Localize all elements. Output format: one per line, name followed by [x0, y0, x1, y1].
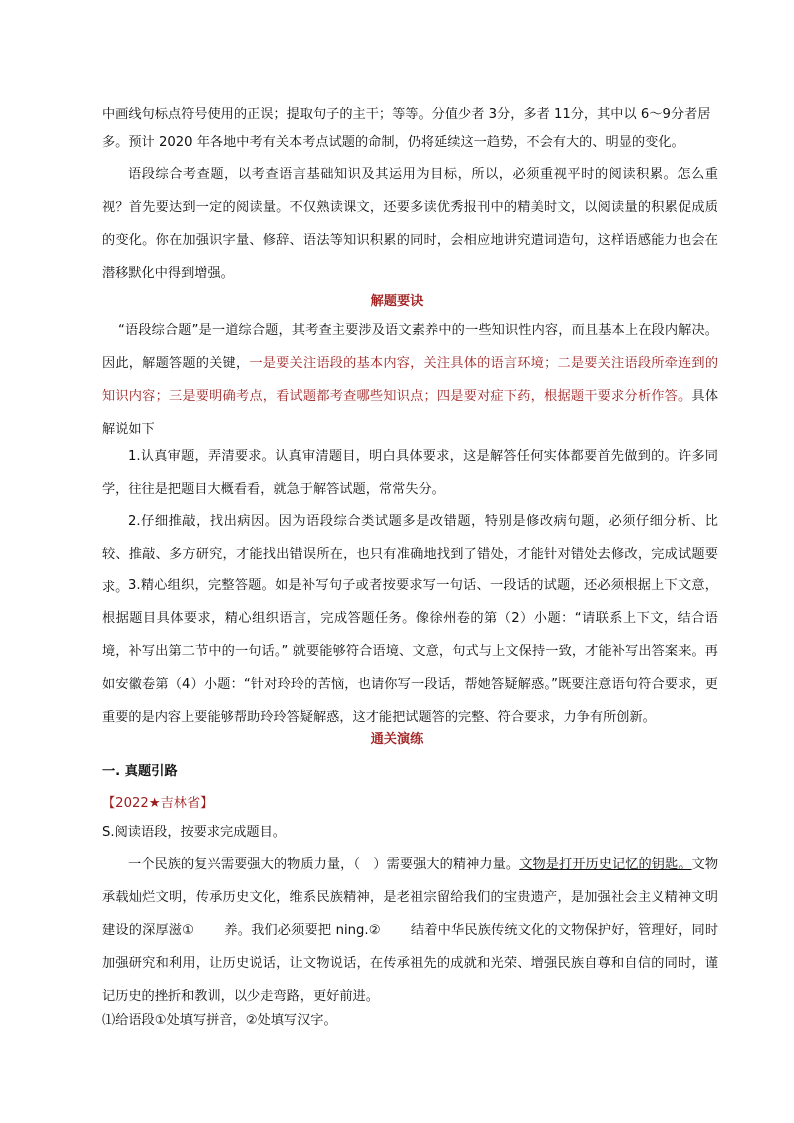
section-title-tips: 解题要诀: [370, 294, 424, 309]
reading-passage: [102, 848, 718, 1013]
subsection-heading: 一. 真题引路: [102, 764, 178, 779]
paragraph-tips: [102, 314, 718, 446]
intro-line-2: 多。预计 2020 年各地中考有关本考点试题的命制，仍将延续这一趋势，不会有大的、明显的变化。: [102, 135, 685, 150]
tips-highlight: 一是要关注语段的基本内容，关注具体的语言环境；二是要关注语段所牵连到的知识内容；三是要明确考点，看试题都考查哪些知识点；四是要对症下药，根据题干要求分析作答。: [102, 356, 719, 404]
passage-part-3: 养。我们必须要把 ning.②: [224, 923, 381, 938]
passage-part-2: 文物承载灿烂文明，传承历史文化，维系民族精神，是老祖宗留给我们的宝贵遗产，是加强社会主义精神文明建设的深厚滋①: [102, 857, 719, 938]
question-intro: S.阅读语段，按要求完成题目。: [102, 825, 286, 840]
point-1: 1.认真审题，弄清要求。认真审清题目，明白具体要求，这是解答任何实体都要首先做到的。许多同学，往往是把题目大概看看，就急于解答试题，常常失分。: [102, 449, 718, 497]
point-3: 3.精心组织，完整答题。如是补写句子或者按要求写一句话、一段话的试题，还必须根据上下文意，根据题目具体要求，精心组织语言，完成答题任务。像徐州卷的第（2）小题：“请联系上下文，结合语境，补写出第二节中的一句话。” 就要能够符合语境、文意，句式与上文保持一致，才能补写出答案来。再如安徽卷第（4）小题：“针对玲玲的苦恼，也请你写一段话，帮她答疑解惑。”既要注意语句符合要求，更重要的是内容上要能够帮助玲玲答疑解惑，这才能把试题答的完整、符合要求，力争有所创新。: [102, 578, 718, 725]
sub-question-1: ⑴给语段①处填写拼音，②处填写汉字。: [102, 1013, 337, 1028]
tips-tail: 具体解说如下: [102, 389, 719, 437]
point-2: 2.仔细推敲，找出病因。因为语段综合类试题多是改错题，特别是修改病句题，必须仔细分析、比较、推敲、多方研究，才能找出错误所在，也只有准确地找到了错处，才能针对错处去修改，完成试题要求。: [102, 514, 718, 595]
tips-lead: “语段综合题”是一道综合题，其考查主要涉及语文素养中的一些知识性内容，而且基本上在段内解决。因此，解题答题的关键，: [102, 323, 718, 371]
paragraph-reading-accumulation: 语段综合考查题，以考查语言基础知识及其运用为目标，所以，必须重视平时的阅读积累。怎么重视？首先要达到一定的阅读量。不仅熟读课文，还要多读优秀报刊中的精美时文，以阅读量的积累促成质的变化。你在加强识字量、修辞、语法等知识积累的同时，会相应地讲究遣词造句，这样语感能力也会在潜移默化中得到增强。: [102, 167, 718, 281]
passage-part-1: 一个民族的复兴需要强大的物质力量，（ ）需要强大的精神力量。: [128, 857, 520, 872]
section-title-practice: 通关演练: [370, 732, 424, 747]
source-tag: 【2022★吉林省】: [102, 796, 214, 811]
passage-underlined-sentence: 文物是打开历史记忆的钥匙。: [519, 857, 692, 872]
intro-line-1: 中画线句标点符号使用的正误；提取句子的主干；等等。分值少者 3分，多者 11分，其中以 6～9分者居: [102, 107, 711, 122]
passage-part-4: 结着中华民族传统文化的文物保护好，管理好，同时加强研究和利用，让历史说话，让文物说话，在传承祖先的成就和光荣、增强民族自尊和自信的同时，谨记历史的挫折和教训，以少走弯路，更好前进。: [102, 923, 719, 1004]
